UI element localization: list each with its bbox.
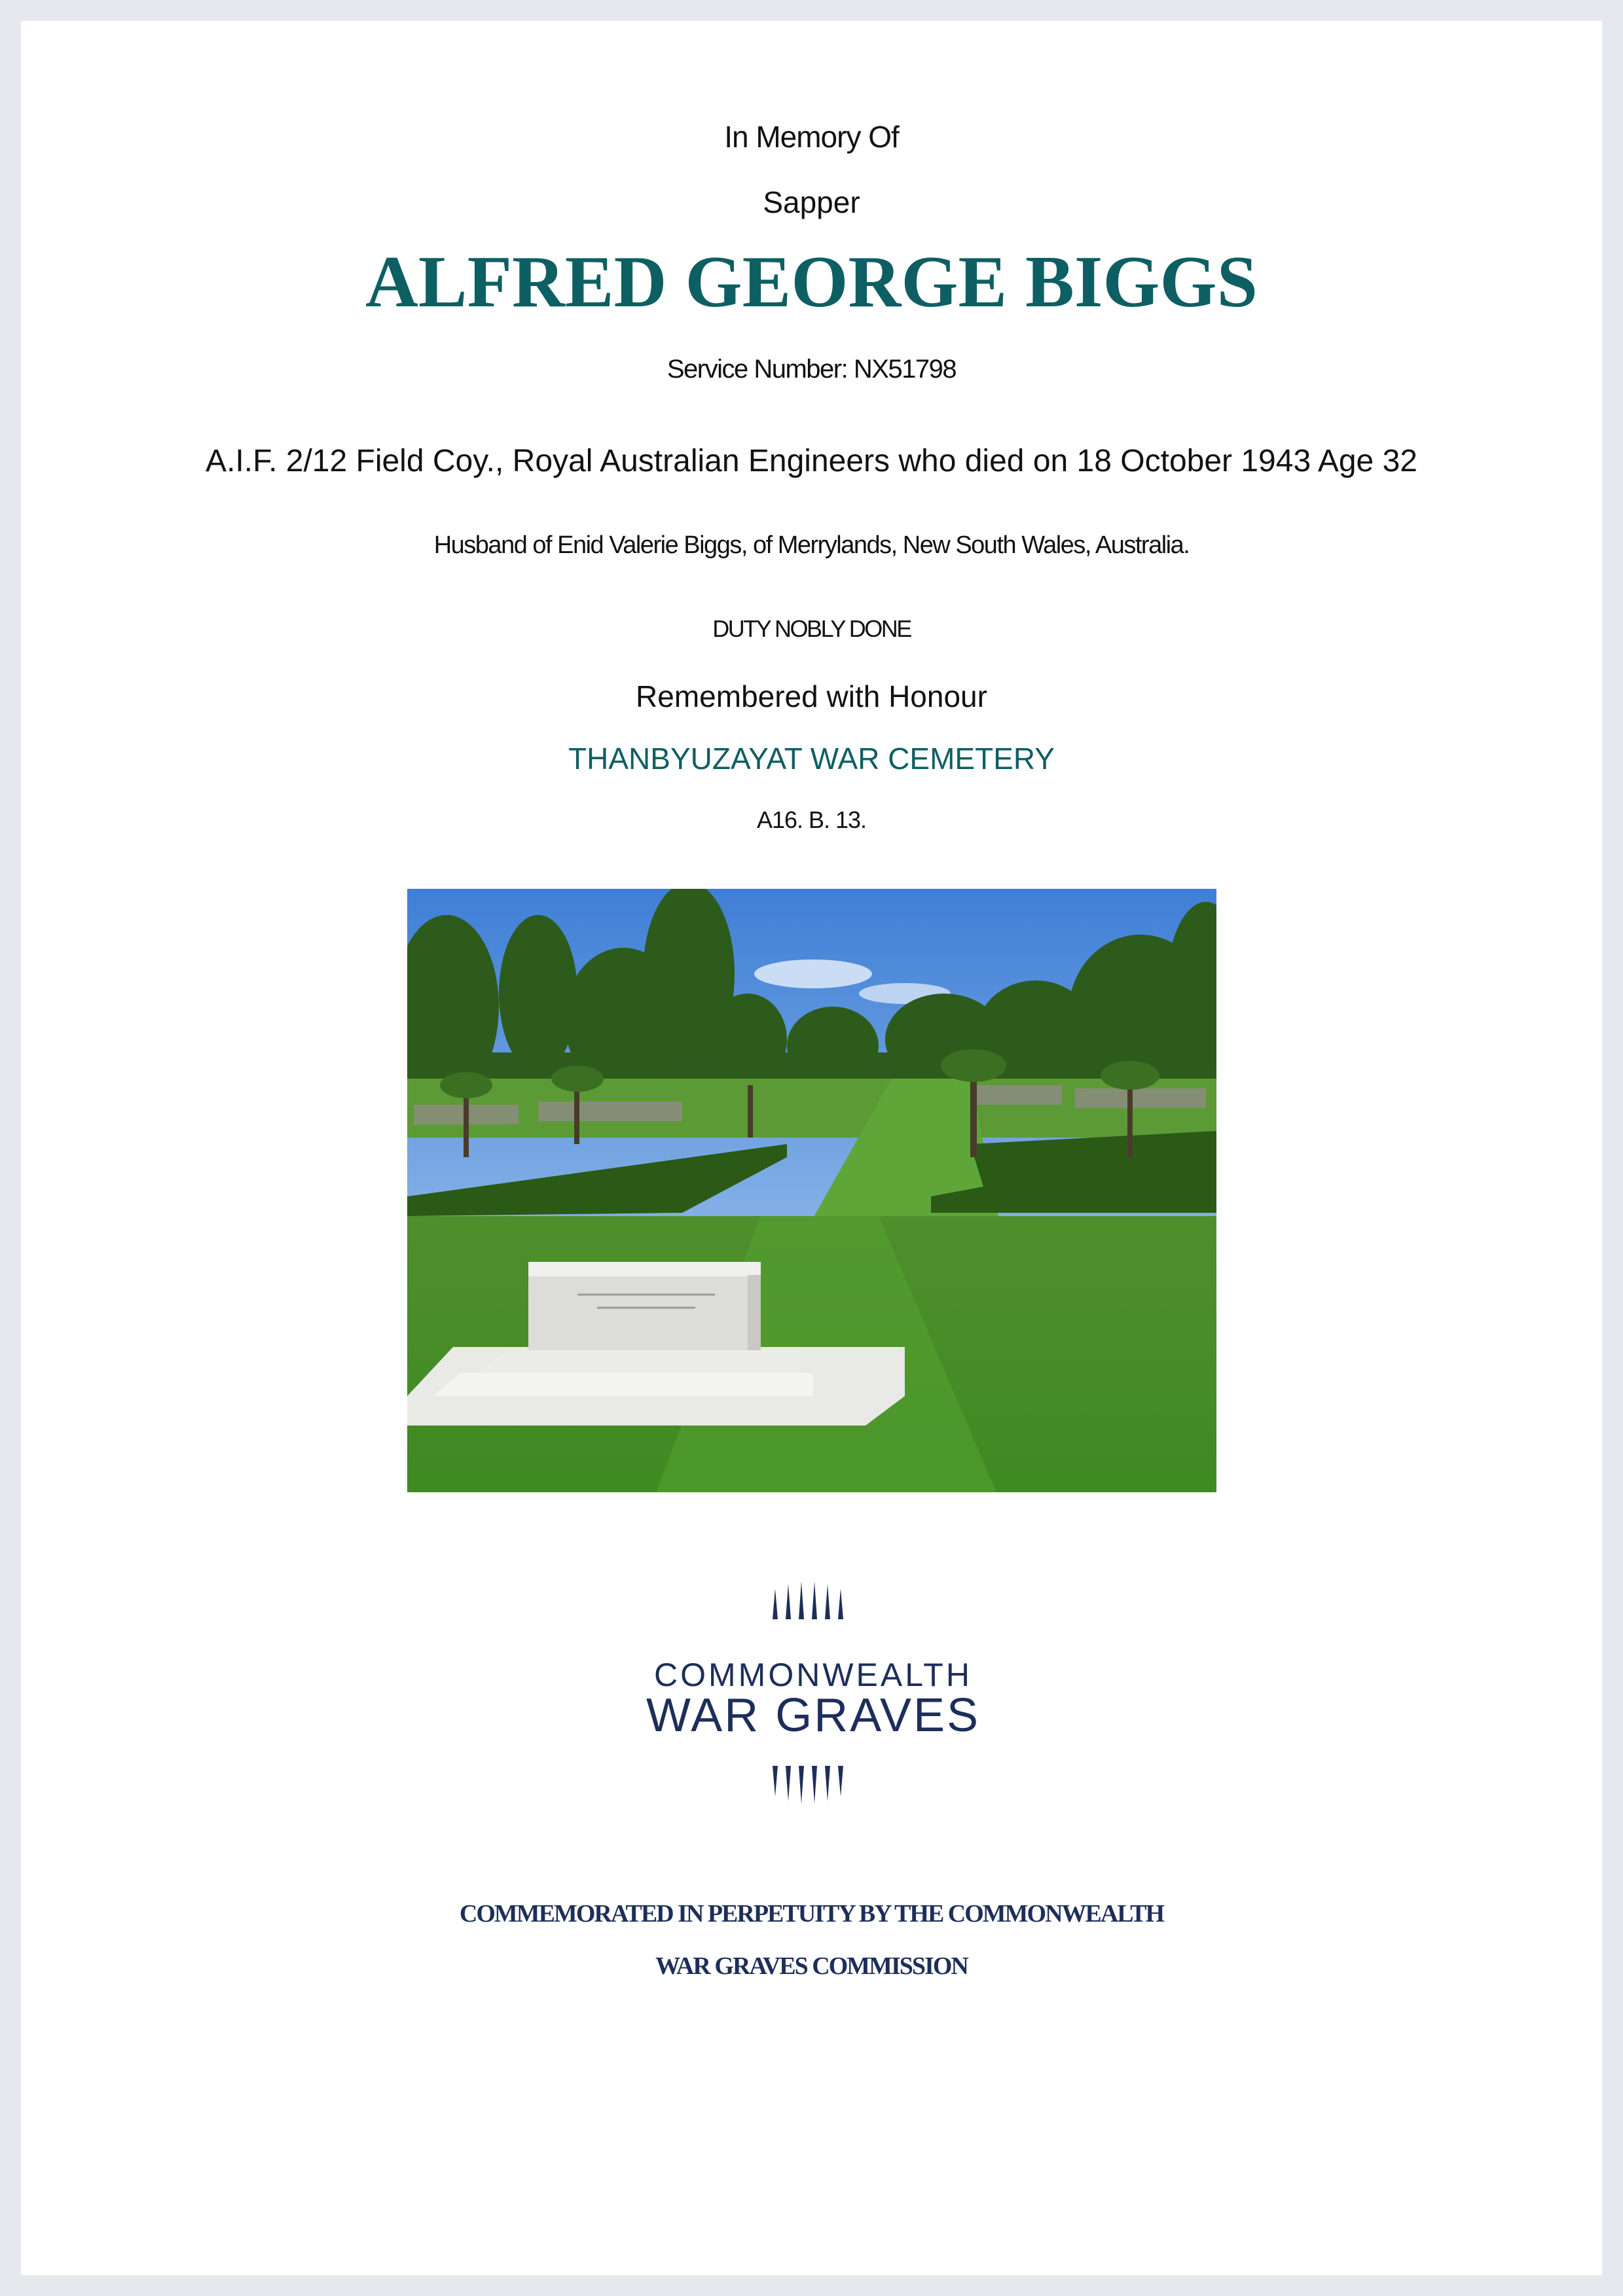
- commemoration-line-2: WAR GRAVES COMMISSION: [655, 1952, 968, 1980]
- cwgc-logo-top-marks: [767, 1579, 859, 1624]
- family-details: Husband of Enid Valerie Biggs, of Merrylands, New South Wales, Australia.: [433, 531, 1190, 559]
- cemetery-photo: [407, 889, 1216, 1492]
- cwgc-logo-bottom-marks: [767, 1761, 859, 1806]
- cwgc-logo-line1: COMMONWEALTH: [654, 1657, 972, 1693]
- casualty-name: ALFRED GEORGE BIGGS: [365, 242, 1258, 323]
- rank-text: Sapper: [763, 185, 860, 219]
- unit-and-death-details: A.I.F. 2/12 Field Coy., Royal Australian Engineers who died on 18 October 1943 Age 32: [206, 444, 1417, 478]
- in-memory-of-heading: In Memory Of: [724, 120, 899, 154]
- cwgc-logo: [610, 1579, 1016, 1814]
- cemetery-name: THANBYUZAYAT WAR CEMETERY: [568, 742, 1055, 776]
- certificate-page: [21, 21, 1602, 2275]
- remembered-with-honour: Remembered with Honour: [636, 679, 987, 713]
- epitaph: DUTY NOBLY DONE: [712, 615, 911, 642]
- commemoration-line-1: COMMEMORATED IN PERPETUITY BY THE COMMONWEALTH: [459, 1900, 1164, 1928]
- cwgc-logo-line2: WAR GRAVES: [646, 1689, 981, 1742]
- service-number: Service Number: NX51798: [666, 355, 957, 384]
- grave-reference: A16. B. 13.: [756, 806, 867, 833]
